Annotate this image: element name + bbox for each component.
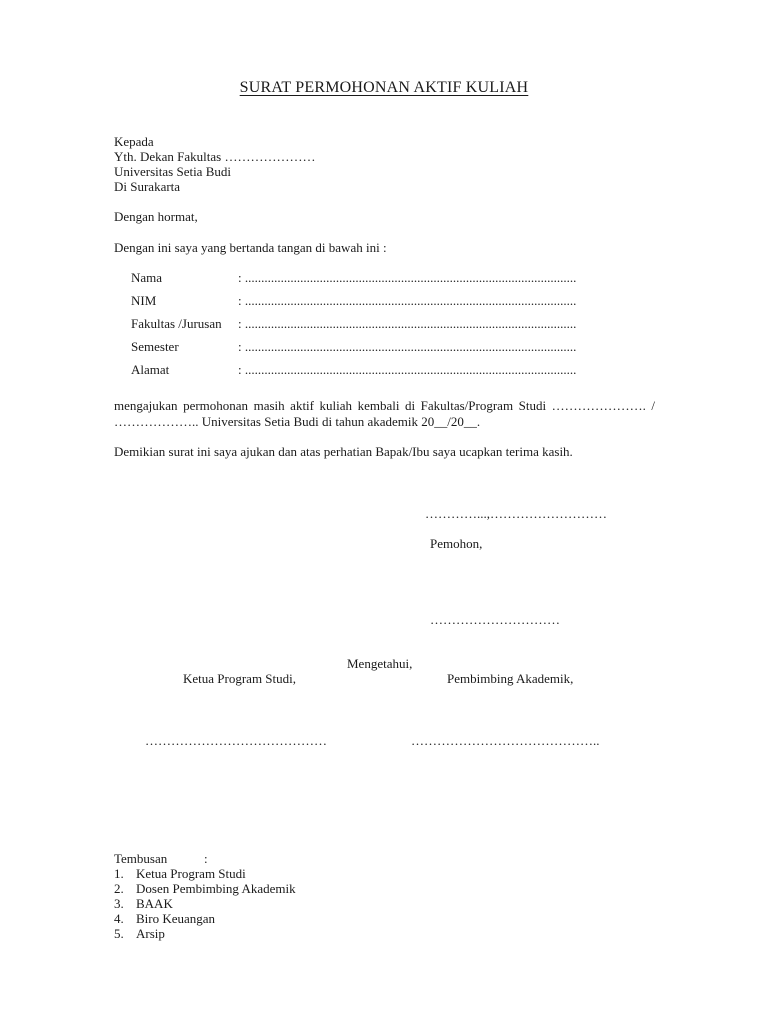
closing-text: Demikian surat ini saya ajukan dan atas perhatian Bapak/Ibu saya ucapkan terima kasih.: [114, 444, 573, 459]
applicant-signature-line: …………………………: [430, 612, 560, 627]
field-label: NIM: [131, 293, 157, 308]
advisor-signature-line: ……………………………………..: [411, 733, 600, 748]
copy-item: Biro Keuangan: [136, 911, 216, 926]
field-label: Semester: [131, 339, 179, 354]
recipient-line: Universitas Setia Budi: [114, 164, 231, 179]
copy-item-number: 4.: [114, 911, 124, 926]
letter-title: SURAT PERMOHONAN AKTIF KULIAH: [239, 79, 529, 96]
copy-item-number: 1.: [114, 866, 124, 881]
applicant-label: Pemohon,: [430, 536, 483, 551]
copy-item-number: 2.: [114, 881, 124, 896]
field-label: Alamat: [131, 362, 170, 377]
field-value: : ......................................................................................................: [238, 362, 577, 377]
recipient-line: Di Surakarta: [114, 179, 181, 194]
copy-item: Arsip: [136, 926, 165, 941]
recipient-line: Yth. Dekan Fakultas …………………: [114, 149, 316, 164]
field-value: : ......................................................................................................: [238, 316, 577, 331]
acknowledged-label: Mengetahui,: [347, 656, 413, 671]
copies-colon: :: [204, 851, 208, 866]
copy-item-number: 3.: [114, 896, 124, 911]
field-value: : ......................................................................................................: [238, 339, 577, 354]
head-signature-line: ……………………………………: [145, 733, 327, 748]
field-label: Fakultas /Jurusan: [131, 316, 222, 331]
field-label: Nama: [131, 270, 163, 285]
request-paragraph: mengajukan permohonan masih aktif kuliah kembali di Fakultas/Program Studi …………………. / ……………….. Universitas Setia Budi di tahun akademik 20__/20__.: [114, 398, 655, 429]
copy-item-number: 5.: [114, 926, 124, 941]
head-of-program-label: Ketua Program Studi,: [183, 671, 297, 686]
greeting: Dengan hormat,: [114, 209, 198, 224]
copies-label: Tembusan: [114, 851, 168, 866]
copy-item: Ketua Program Studi: [136, 866, 246, 881]
field-value: : ......................................................................................................: [238, 270, 577, 285]
academic-advisor-label: Pembimbing Akademik,: [447, 671, 574, 686]
intro-text: Dengan ini saya yang bertanda tangan di bawah ini :: [114, 240, 387, 255]
place-date-line: …………...,………………………: [425, 506, 607, 521]
copy-item: BAAK: [136, 896, 173, 911]
field-value: : ......................................................................................................: [238, 293, 577, 308]
recipient-line: Kepada: [114, 134, 154, 149]
copy-item: Dosen Pembimbing Akademik: [136, 881, 296, 896]
